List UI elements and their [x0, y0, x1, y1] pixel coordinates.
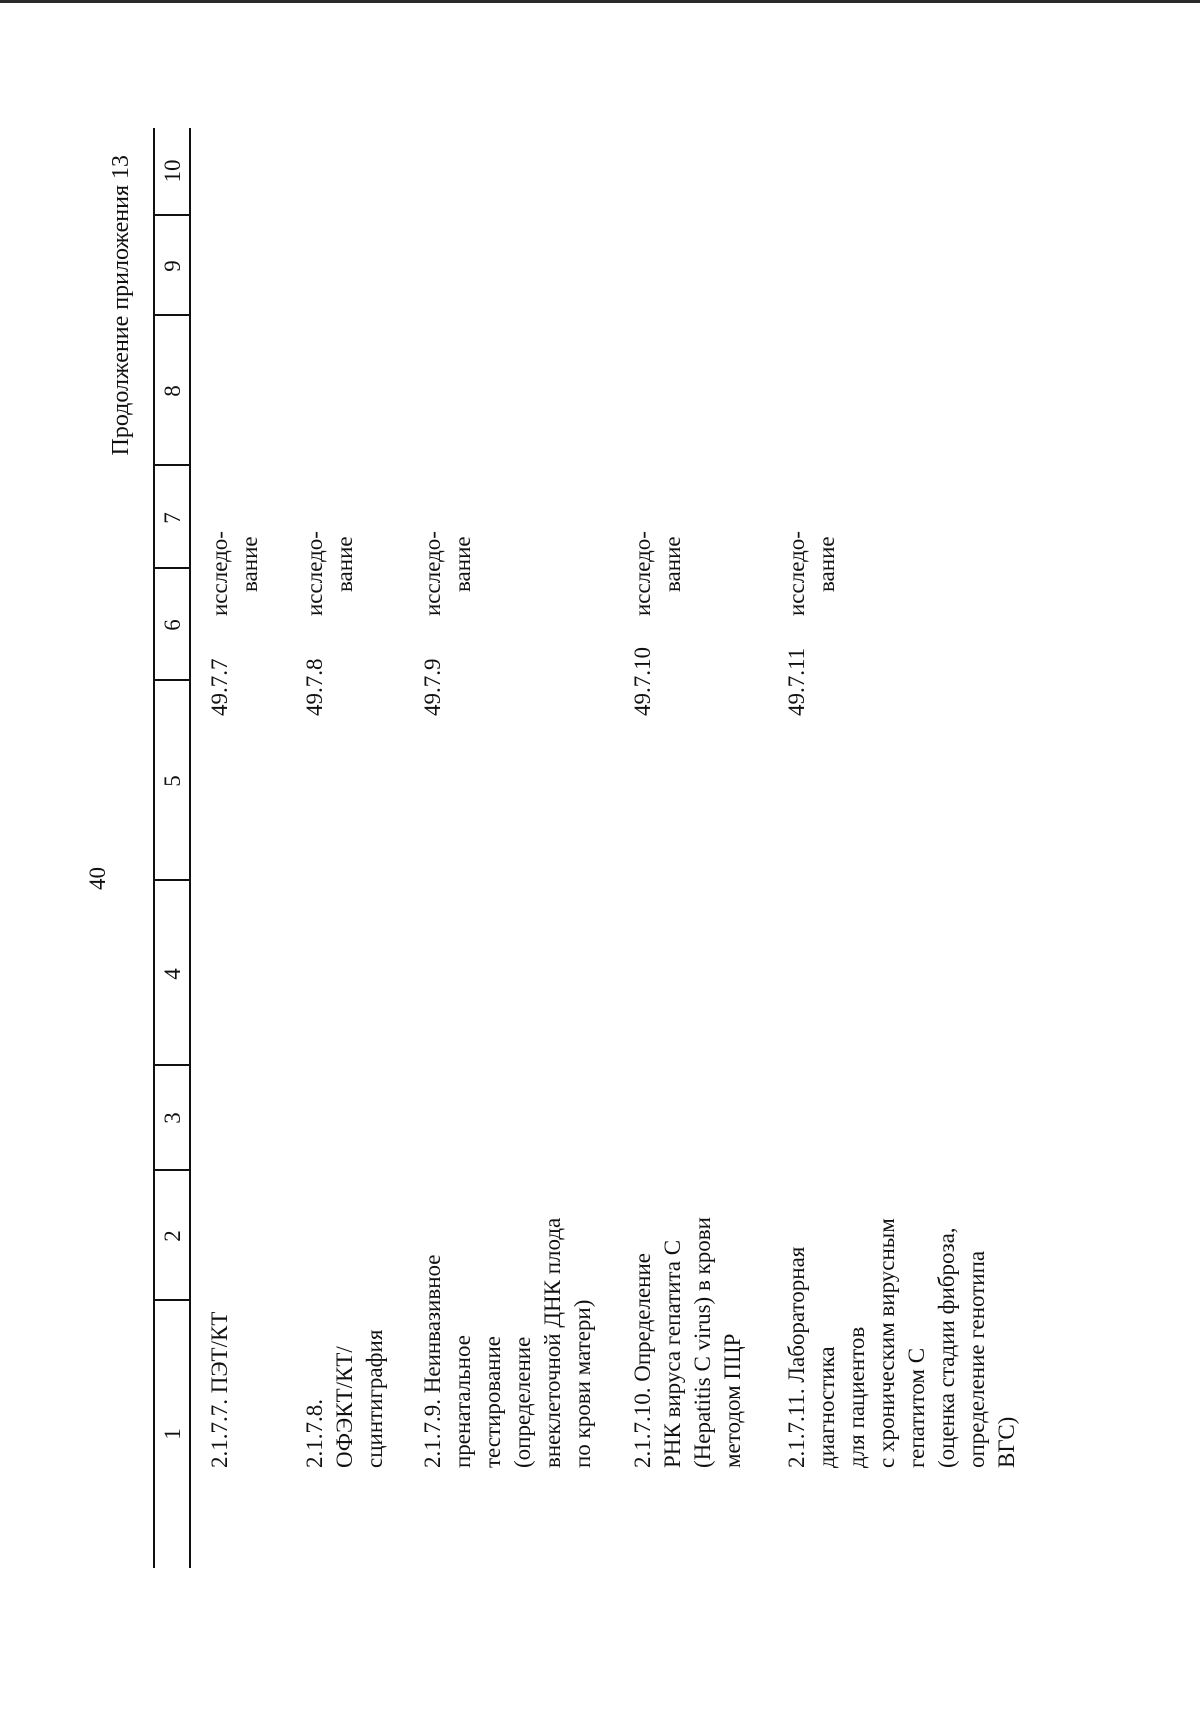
page-number: 40	[85, 867, 110, 890]
table-row-name: 2.1.7.11. Лабораторная диагностика для пациентов с хроническим вирусным гепатитом C (оценка стадии фиброза, определение генотипа ВГС)	[784, 1218, 1019, 1468]
col-sep	[153, 1169, 190, 1171]
col-sep	[153, 679, 190, 681]
table-row-code: 49.7.11	[784, 647, 809, 716]
continuation-title: Продолжение приложения 13	[108, 155, 134, 456]
table-row-code: 49.7.9	[420, 658, 445, 716]
col-sep	[153, 1299, 190, 1301]
table-row-code: 49.7.8	[302, 658, 327, 716]
header-bottom-rule	[189, 128, 191, 1568]
col-sep	[153, 214, 190, 216]
table-row-name: 2.1.7.7. ПЭТ/КТ	[207, 1311, 232, 1468]
table-row-unit: исследо- вание	[784, 531, 839, 616]
col-sep	[153, 1064, 190, 1066]
table-row-unit: исследо- вание	[207, 531, 262, 616]
col-sep	[153, 464, 190, 466]
table-row-name: 2.1.7.10. Определение РНК вируса гепатита C (Hepatitis C virus) в крови методом ПЦР	[630, 1217, 745, 1468]
table-row-unit: исследо- вание	[302, 531, 357, 616]
table-row-name: 2.1.7.8. ОФЭКТ/КТ/ сцинтиграфия	[302, 1329, 387, 1468]
col-sep	[153, 314, 190, 316]
col-sep	[153, 879, 190, 881]
table-row-unit: исследо- вание	[630, 531, 685, 616]
table-row-name: 2.1.7.9. Неинвазивное пренатальное тестирование (определение внеклеточной ДНК плода по крови матери)	[420, 1217, 595, 1468]
header-top-rule	[153, 128, 155, 1568]
rotated-page: 40 Продолжение приложения 13 1 2 3 4 5 6 7 8 9 10 2.1.7.7. ПЭТ/КТ 49.7.7 исследо- вание 2.1.7.8. ОФЭКТ/КТ/ сцинтиграфия 49.7.8 исследо- вание 2.1.7.9. Неинвазивное пренатальное тестирование (определение внеклеточной ДНК плода по крови матери) 49.7.9 исследо- вание 2.1.7.10. Определение РНК вируса гепатита C (Hepatitis C virus) в крови методом ПЦР 49.7.10 исследо- вание 2.1.7.11. Лабораторная диагностика для пациентов с хроническим вирусным гепатитом C (оценка стадии фиброза, определение генотипа ВГС) 49.7.11 исследо- вание	[0, 0, 1200, 1716]
table-row-code: 49.7.7	[207, 658, 232, 716]
table-row-unit: исследо- вание	[420, 531, 475, 616]
table-row-code: 49.7.10	[630, 647, 655, 716]
col-sep	[153, 567, 190, 569]
